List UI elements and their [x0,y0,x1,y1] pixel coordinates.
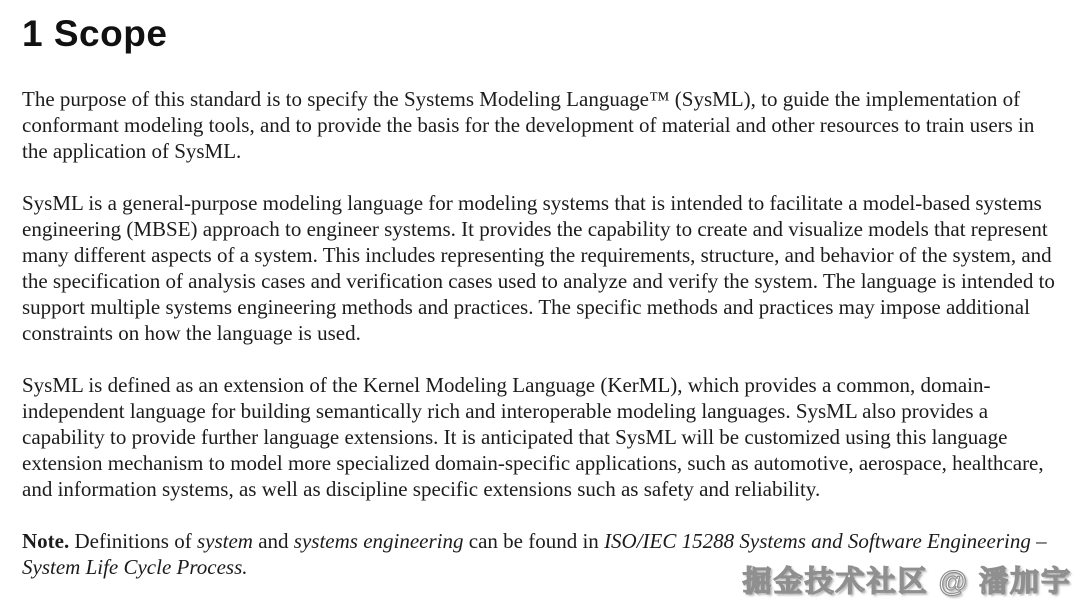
note-italic-system: system [196,528,253,553]
page-title: 1 Scope [22,13,168,54]
body-paragraph-purpose: The purpose of this standard is to specify the Systems Modeling Language™ (SysML), to guide the implementation of conformant modeling tools, and to provide the basis for the development of material and other resources to train users in the application of SysML. [22,86,1035,163]
note-label: Note. [22,528,70,553]
note-italic-systems-engineering: systems engineering [293,528,464,553]
note-paragraph [22,528,1056,580]
body-paragraph-kerml: SysML is defined as an extension of the Kernel Modeling Language (KerML), which provides a common, domain-independent language for building semantically rich and interoperable modeling languages. SysML also provides a capability to provide further language extensions. It is anticipated that SysML will be customized using this language extension mechanism to model more specialized domain-specific applications, such as automotive, aerospace, healthcare, and information systems, as well as discipline specific extensions such as safety and reliability. [22,372,1044,501]
note-text: and [252,528,294,553]
note-text: can be found in [463,528,605,553]
watermark: 掘金技术社区 @ 潘加宇 [742,566,1072,598]
note-italic-iso-reference: ISO/IEC 15288 Systems and Software Engineering – System Life Cycle Process. [22,528,1047,579]
body-paragraph-mbse: SysML is a general-purpose modeling language for modeling systems that is intended to facilitate a model-based systems engineering (MBSE) approach to engineer systems. It provides the capability to create and visualize models that represent many different aspects of a system. This includes representing the requirements, structure, and behavior of the system, and the specification of analysis cases and verification cases used to analyze and verify the system. The language is intended to support multiple systems engineering methods and practices. The specific methods and practices may impose additional constraints on how the language is used. [22,190,1055,345]
note-text: Definitions of [69,528,197,553]
